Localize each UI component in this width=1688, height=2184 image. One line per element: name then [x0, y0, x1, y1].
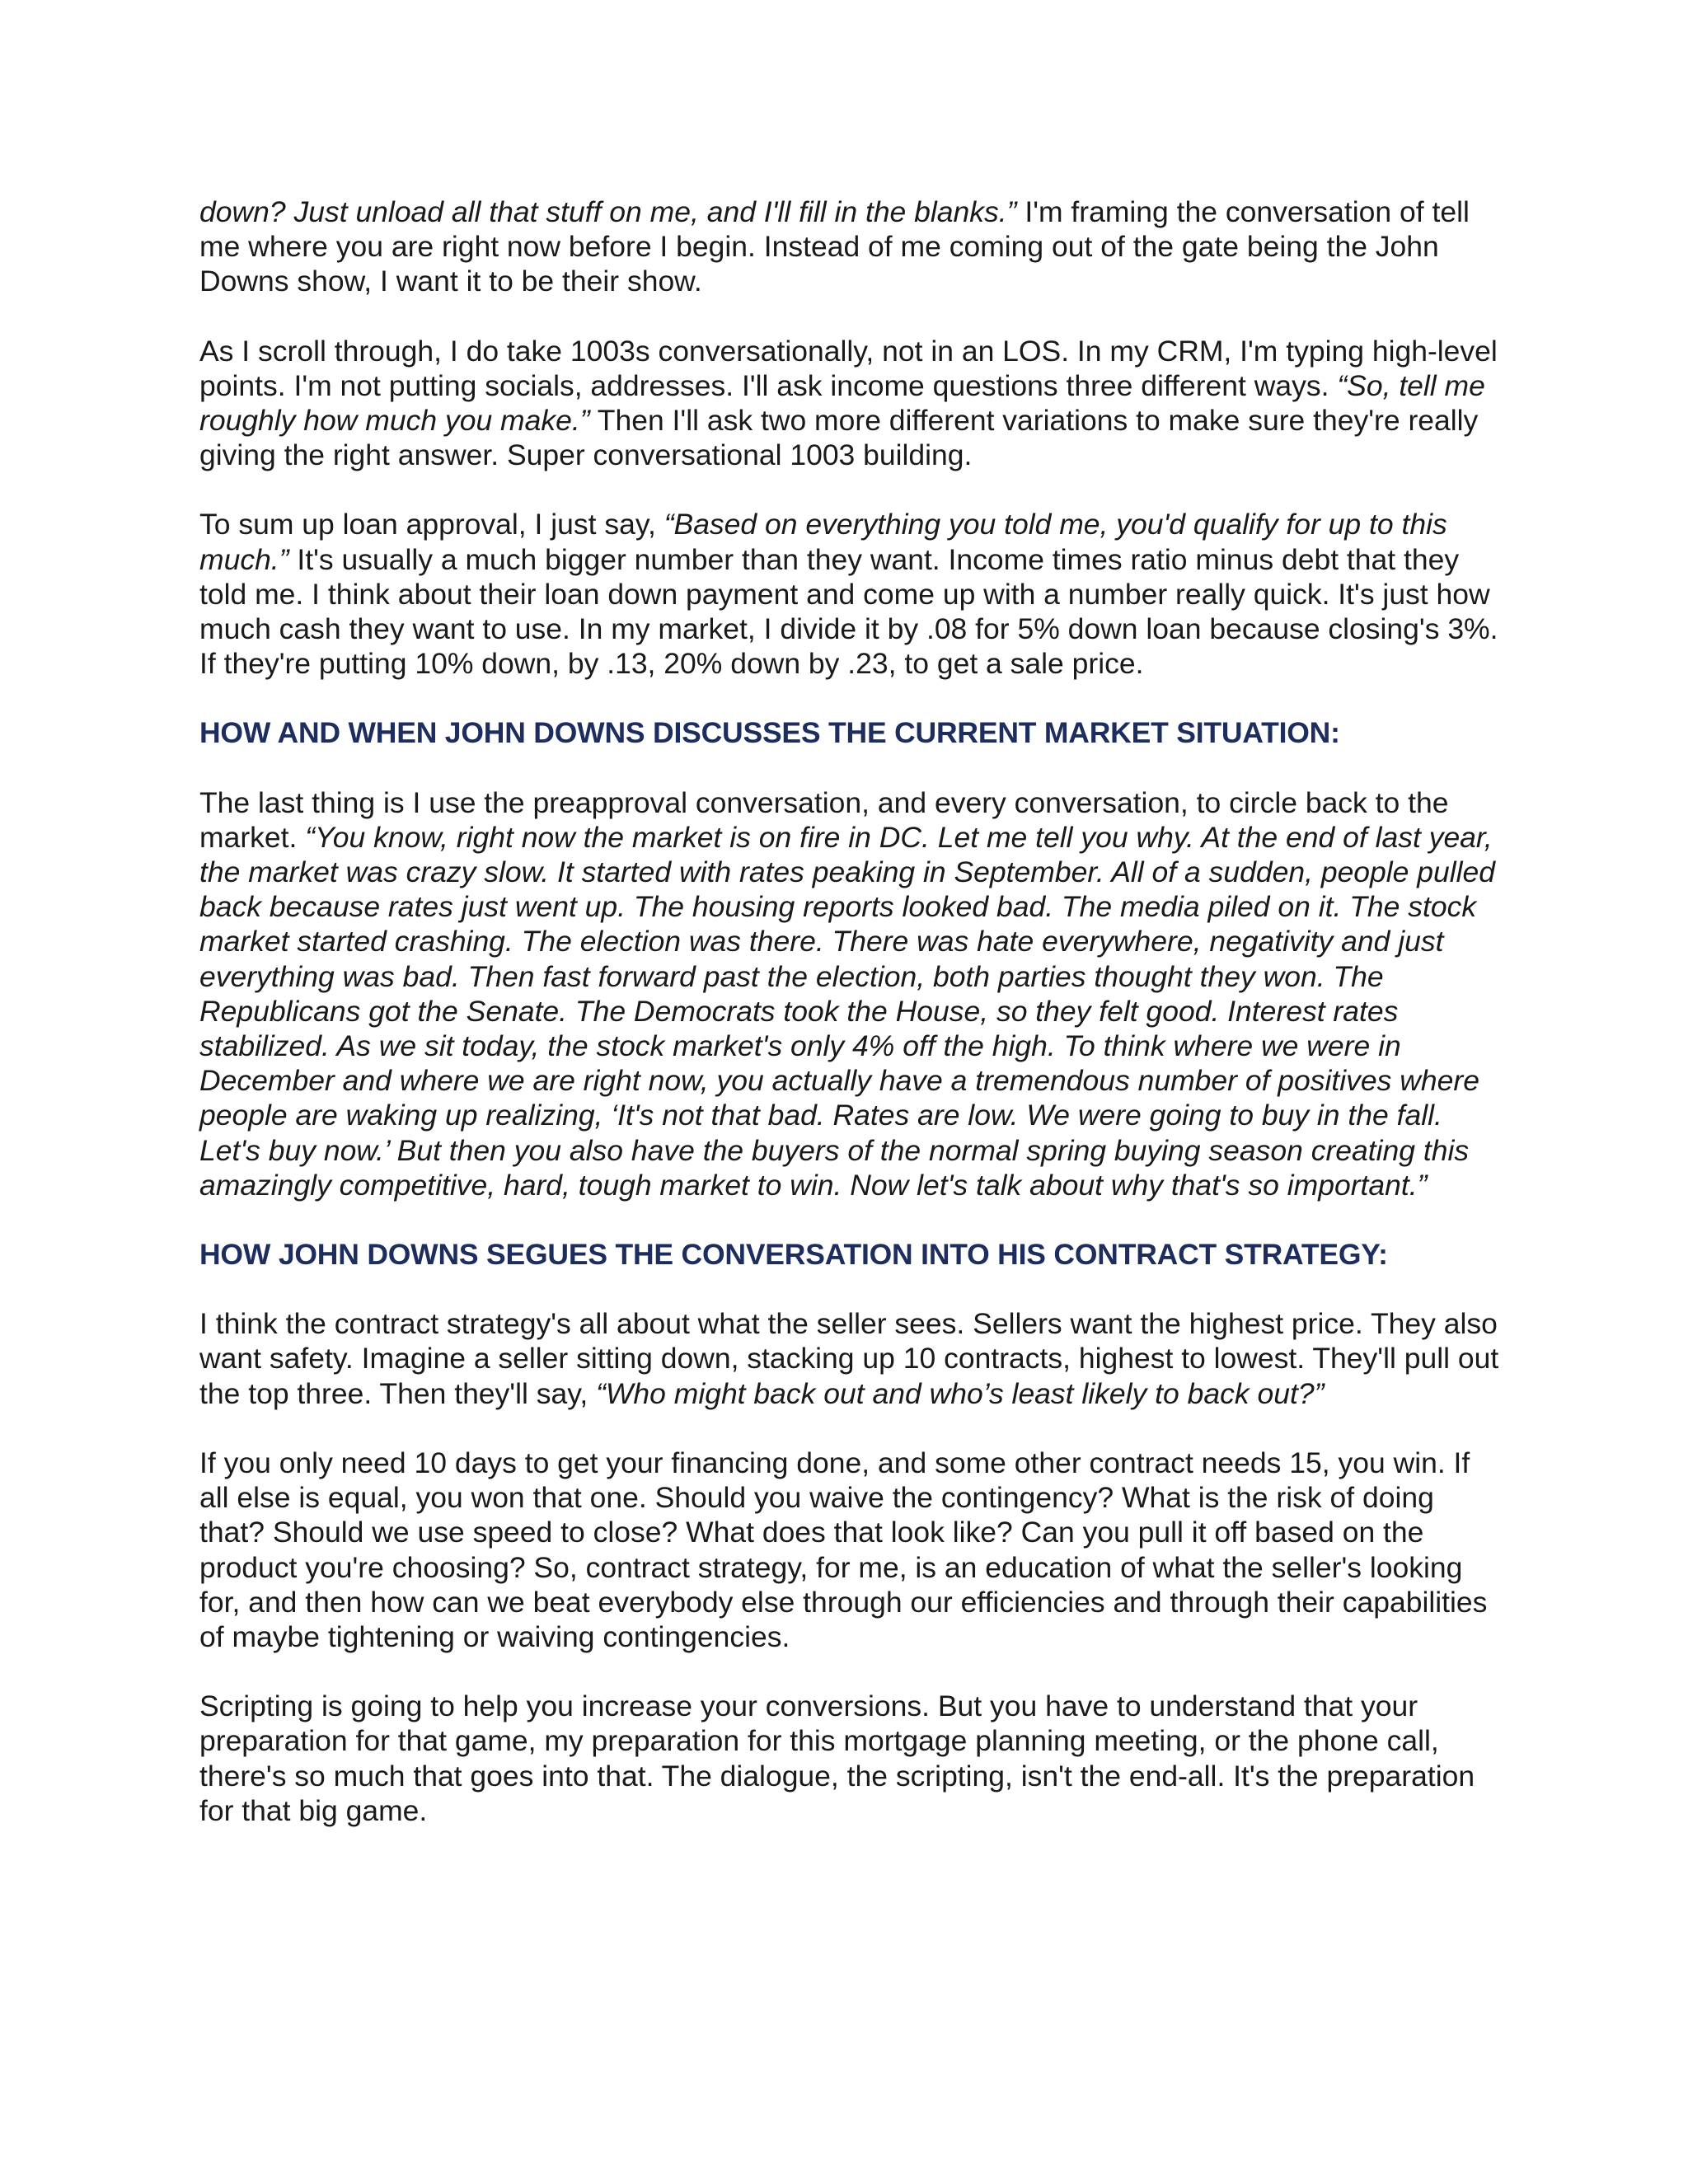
- body-text: As I scroll through, I do take 1003s conversationally, not in an LOS. In my CRM, I'm typing high-level points. I'm not putting socials, addresses. I'll ask income questions three different ways.: [199, 334, 1498, 402]
- paragraph-financing: If you only need 10 days to get your financing done, and some other contract needs 15, you win. If all else is equal, you won that one. Should you waive the contingency? What is the risk of doing that? Should we use speed to close? What does that look like? Can you pull it off based on the product you're choosing? So, contract strategy, for me, is an education of what the seller's looking for, and then how can we beat everybody else through our efficiencies and through their capabilities of maybe tightening or waiving contingencies.: [199, 1446, 1488, 1653]
- body-text: It's usually a much bigger number than they want. Income times ratio minus debt that they told me. I think about their loan down payment and come up with a number really quick. It's just how much cash they want to use. In my market, I divide it by .08 for 5% down loan because closing's 3%. If they're putting 10% down, by .13, 20% down by .23, to get a sale price.: [199, 542, 1498, 681]
- body-text: To sum up loan approval, I just say,: [199, 508, 664, 541]
- document-page: [199, 194, 1502, 1863]
- paragraph-market: [199, 785, 1502, 1202]
- paragraph-framing: [199, 194, 1502, 299]
- section-heading-market: HOW AND WHEN JOHN DOWNS DISCUSSES THE CURRENT MARKET SITUATION:: [199, 716, 1340, 750]
- quote-text: “You know, right now the market is on fire in DC. Let me tell you why. At the end of last year, the market was crazy slow. It started with rates peaking in September. All of a sudden, people pulled back because rates just went up. The housing reports looked bad. The media piled on it. The stock market started crashing. The election was there. There was hate everywhere, negativity and just everything was bad. Then fast forward past the election, both parties thought they won. The Republicans got the Senate. The Democrats took the House, so they felt good. Interest rates stabilized. As we sit today, the stock market's only 4% off the high. To think where we were in December and where we are right now, you actually have a tremendous number of positives where people are waking up realizing, ‘It's not that bad. Rates are low. We were going to buy in the fall. Let's buy now.’ But then you also have the buyers of the normal spring buying season creating this amazingly competitive, hard, tough market to win. Now let's talk about why that's so important.”: [199, 820, 1496, 1202]
- quote-text: “Based on everything you told me, you'd qualify for up to this much.”: [199, 508, 1447, 576]
- section-heading-contract: HOW JOHN DOWNS SEGUES THE CONVERSATION INTO HIS CONTRACT STRATEGY:: [199, 1238, 1388, 1272]
- paragraph-scripting: Scripting is going to help you increase your conversions. But you have to understand that your preparation for that game, my preparation for this mortgage planning meeting, or the phone call, there's so much that goes into that. The dialogue, the scripting, isn't the end-all. It's the preparation for that big game.: [199, 1690, 1475, 1827]
- quote-text: “Who might back out and who’s least likely to back out?”: [596, 1376, 1325, 1410]
- body-text: I'm framing the conversation of tell me where you are right now before I begin. Instead of me coming out of the gate being the John Downs show, I want it to be their show.: [199, 195, 1470, 298]
- body-text: I think the contract strategy's all about what the seller sees. Sellers want the highest price. They also want safety. Imagine a seller sitting down, stacking up 10 contracts, highest to lowest. They'll pull out the top three. Then they'll say,: [199, 1307, 1499, 1410]
- paragraph-loan-approval: [199, 507, 1502, 681]
- quote-text: down? Just unload all that stuff on me, and I'll fill in the blanks.”: [199, 195, 1017, 228]
- quote-text: “So, tell me roughly how much you make.”: [199, 368, 1485, 438]
- paragraph-1003: [199, 334, 1502, 473]
- paragraph-contract-strategy: [199, 1306, 1502, 1411]
- body-text: Then I'll ask two more different variations to make sure they're really giving the right answer. Super conversational 1003 building.: [199, 404, 1479, 472]
- body-text: The last thing is I use the preapproval conversation, and every conversation, to circle back to the market.: [199, 785, 1449, 854]
